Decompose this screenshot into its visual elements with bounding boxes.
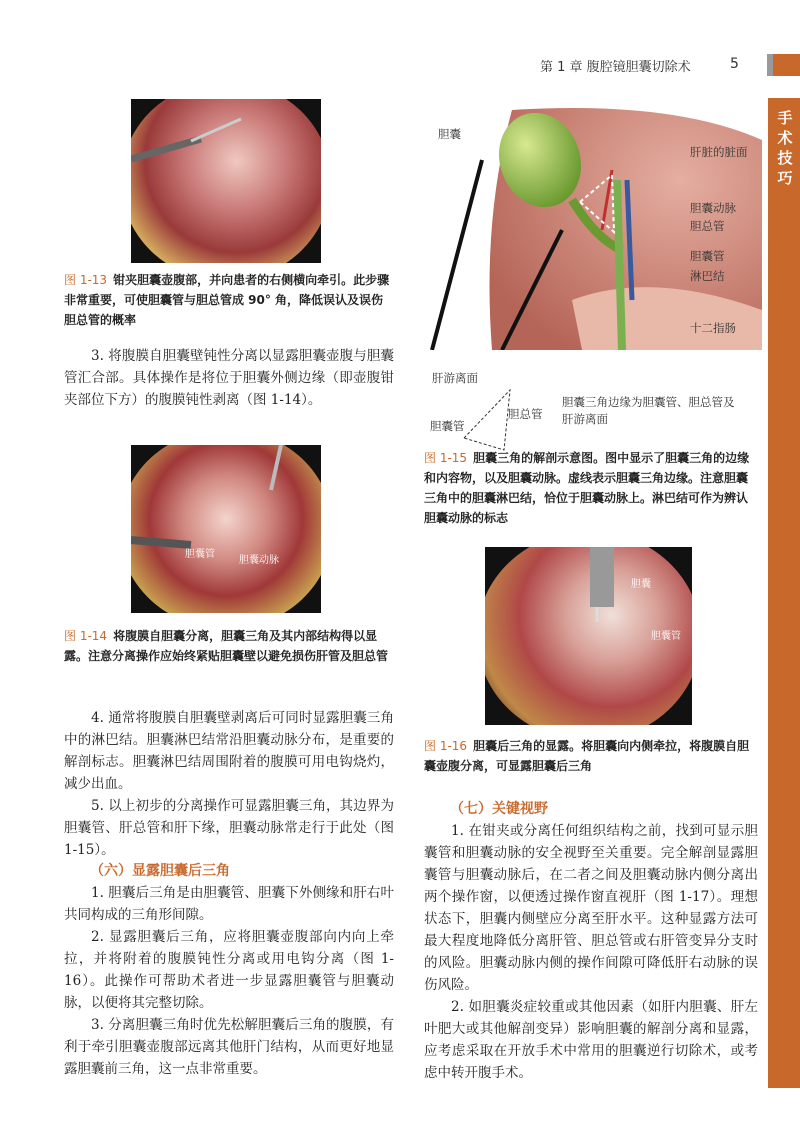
section-6-body: 1. 胆囊后三角是由胆囊管、胆囊下外侧缘和肝右叶共同构成的三角形间隙。 2. 显露胆囊后三角，应将胆囊壶腹部向内向上牵拉，并将附着的腹膜钝性分离或用电钩分离（图 1-16）。此操作可帮助术者进一步显露胆囊管与胆囊动脉，以便将其完整切除。 3. 分离胆囊三角时优先松解胆囊后三角的腹膜，有利于牵引胆囊壶腹部远离其他肝门结构，从而更好地显露胆囊前三角，这一点非常重要。 xyxy=(64,885,394,1077)
photo-label-cystic-duct: 胆囊管 xyxy=(651,631,681,642)
figure-1-14-image xyxy=(131,445,321,613)
photo-label-cystic-artery: 胆囊动脉 xyxy=(239,555,279,566)
header-grey-bar xyxy=(767,54,773,76)
chapter-title: 第 1 章 腹腔镜胆囊切除术 xyxy=(540,60,691,75)
side-tab xyxy=(768,98,800,1088)
label-cystic-artery: 胆囊动脉 xyxy=(690,201,736,215)
label-duodenum: 十二指肠 xyxy=(690,321,736,335)
figure-1-13-caption: 图 1-13 钳夹胆囊壶腹部，并向患者的右侧横向牵引。此步骤非常重要，可使胆囊管与胆总管成 90° 角，降低误认及误伤胆总管的概率 xyxy=(64,273,390,327)
figure-1-16-image xyxy=(485,547,692,725)
page-number: 5 xyxy=(730,56,739,72)
tri-top-label: 肝游离面 xyxy=(432,371,478,385)
label-lymph-node: 淋巴结 xyxy=(690,269,725,283)
photo-label-cystic-duct: 胆囊管 xyxy=(185,549,215,560)
label-liver-visceral: 肝脏的脏面 xyxy=(690,145,748,159)
forceps-icon xyxy=(131,445,321,613)
paragraph-4-5: 4. 通常将腹膜自胆囊壁剥离后可同时显露胆囊三角中的淋巴结。胆囊淋巴结常沿胆囊动脉分布，是重要的解剖标志。胆囊淋巴结周围附着的腹膜可用电钩烧灼，减少出血。 5. 以上初步的分离操作可显露胆囊三角，其边界为胆囊管、肝总管和肝下缘，胆囊动脉常走行于此处（图 1-15）。 xyxy=(64,710,394,858)
section-7-body: 1. 在钳夹或分离任何组织结构之前，找到可显示胆囊管和胆囊动脉的安全视野至关重要。完全解剖显露胆囊管与胆囊动脉后，在二者之间及胆囊动脉内侧分离出两个操作窗，以便透过操作窗直视肝（图 1-17）。理想状态下，胆囊内侧壁应分离至肝水平。这种显露方法可最大程度地降低分离肝管、胆总管或右肝管变异分支时的风险。胆囊动脉内侧的操作间隙可降低肝右动脉的误伤风险。 2. 如胆囊炎症较重或其他因素（如肝内胆囊、肝左叶肥大或其他解剖变异）影响胆囊的解剖分离和显露，应考虑采取在开放手术中常用的胆囊逆行切除术，或考虑中转开腹手术。 xyxy=(424,823,758,1081)
figure-1-14-caption: 图 1-14 将腹膜自胆囊分离，胆囊三角及其内部结构得以显露。注意分离操作应始终紧贴胆囊壁以避免损伤肝管及胆总管 xyxy=(64,629,389,663)
side-tab-label: 手术技巧 xyxy=(777,109,793,187)
figure-1-15-illustration xyxy=(422,100,762,440)
figure-1-15-caption: 图 1-15 胆囊三角的解剖示意图。图中显示了胆囊三角的边缘和内容物，以及胆囊动脉。虚线表示胆囊三角边缘。注意胆囊三角中的胆囊淋巴结，恰位于胆囊动脉上。淋巴结可作为辨认胆囊动脉的标志 xyxy=(424,451,750,525)
figure-1-13-image xyxy=(131,99,321,263)
figure-1-16-caption: 图 1-16 胆囊后三角的显露。将胆囊向内侧牵拉，将腹膜自胆囊壶腹分离，可显露胆囊后三角 xyxy=(424,739,750,773)
label-cbd: 胆总管 xyxy=(690,219,725,233)
photo-label-gallbladder: 胆囊 xyxy=(631,579,651,590)
label-cystic-duct: 胆囊管 xyxy=(690,249,725,263)
tri-left-label: 胆囊管 xyxy=(430,419,465,433)
tri-right-label: 胆总管 xyxy=(508,407,543,421)
section-7-title: （七）关键视野 xyxy=(450,801,548,817)
paragraph-3: 3. 将腹膜自胆囊壁钝性分离以显露胆囊壶腹与胆囊管汇合部。具体操作是将位于胆囊外侧边缘（即壶腹钳夹部位下方）的腹膜钝性剥离（图 1-14）。 xyxy=(64,348,394,408)
label-gallbladder: 胆囊 xyxy=(438,127,461,141)
running-header xyxy=(540,56,739,75)
forceps-icon xyxy=(131,99,321,263)
section-6-title: （六）显露胆囊后三角 xyxy=(90,863,230,879)
tri-note: 胆囊三角边缘为胆囊管、胆总管及肝游离面 xyxy=(562,395,735,426)
